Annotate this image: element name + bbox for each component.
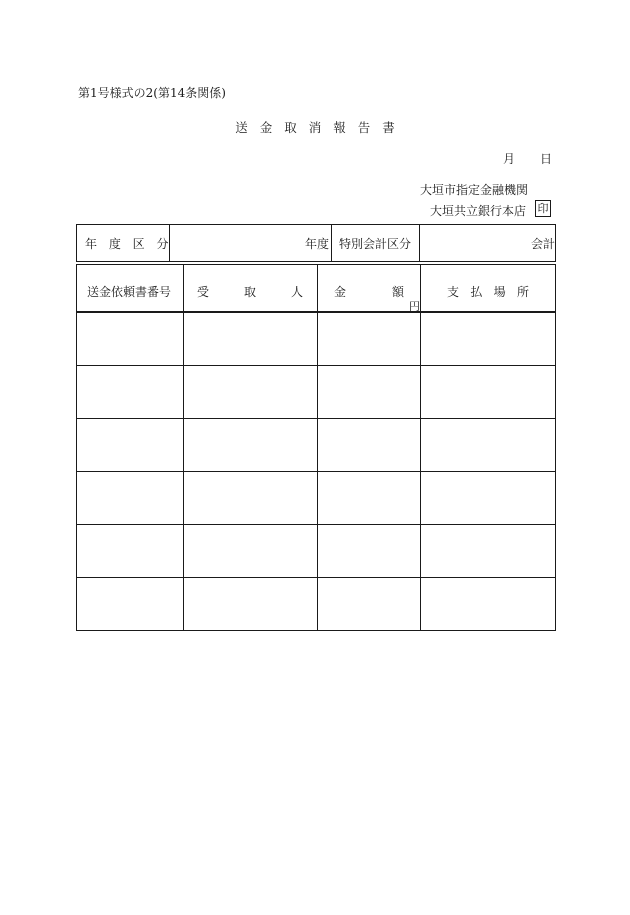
special-account-label: 特別会計区分 bbox=[339, 237, 412, 251]
fiscal-year-suffix: 年度 bbox=[305, 237, 330, 251]
row-divider bbox=[77, 365, 555, 366]
cell-remittance-number[interactable] bbox=[77, 313, 183, 366]
amount-unit: 円 bbox=[409, 300, 420, 313]
table-row bbox=[77, 419, 555, 472]
row-divider bbox=[77, 471, 555, 472]
cell-amount[interactable] bbox=[318, 578, 420, 631]
seal-mark: 印 bbox=[535, 200, 551, 217]
cell-recipient[interactable] bbox=[184, 313, 317, 366]
fiscal-year-label: 年 度 区 分 bbox=[85, 237, 173, 251]
cell-recipient[interactable] bbox=[184, 525, 317, 578]
cell-payment-place[interactable] bbox=[421, 472, 555, 525]
form-number: 第1号様式の2(第14条関係) bbox=[78, 86, 226, 100]
divider bbox=[331, 225, 332, 261]
cell-remittance-number[interactable] bbox=[77, 472, 183, 525]
cell-payment-place[interactable] bbox=[421, 419, 555, 472]
cell-recipient[interactable] bbox=[184, 419, 317, 472]
cell-remittance-number[interactable] bbox=[77, 419, 183, 472]
cell-payment-place[interactable] bbox=[421, 578, 555, 631]
cell-recipient[interactable] bbox=[184, 578, 317, 631]
column-header-amount: 金 額 bbox=[334, 285, 404, 299]
table-row bbox=[77, 313, 555, 366]
document-title: 送金取消報告書 bbox=[235, 120, 407, 135]
cell-amount[interactable] bbox=[318, 419, 420, 472]
table-row bbox=[77, 366, 555, 419]
cell-amount[interactable] bbox=[318, 313, 420, 366]
cell-payment-place[interactable] bbox=[421, 366, 555, 419]
cell-recipient[interactable] bbox=[184, 472, 317, 525]
row-divider bbox=[77, 577, 555, 578]
issuer-line-2: 大垣共立銀行本店 bbox=[430, 204, 527, 218]
cell-amount[interactable] bbox=[318, 366, 420, 419]
column-header-payment-place: 支 払 場 所 bbox=[447, 285, 529, 299]
row-divider bbox=[77, 524, 555, 525]
cell-remittance-number[interactable] bbox=[77, 366, 183, 419]
table-row bbox=[77, 578, 555, 631]
row-divider bbox=[77, 418, 555, 419]
cell-amount[interactable] bbox=[318, 472, 420, 525]
table-row bbox=[77, 525, 555, 578]
cell-payment-place[interactable] bbox=[421, 313, 555, 366]
column-header-recipient: 受 取 人 bbox=[197, 285, 303, 299]
account-suffix: 会計 bbox=[531, 237, 556, 251]
date-month-label: 月 bbox=[503, 152, 516, 166]
cell-remittance-number[interactable] bbox=[77, 525, 183, 578]
date-day-label: 日 bbox=[540, 152, 553, 166]
column-header-remittance-number: 送金依頼書番号 bbox=[87, 285, 172, 299]
cell-remittance-number[interactable] bbox=[77, 578, 183, 631]
cell-recipient[interactable] bbox=[184, 366, 317, 419]
special-account-field[interactable] bbox=[420, 235, 530, 255]
remittance-table bbox=[76, 264, 556, 631]
issuer-line-1: 大垣市指定金融機関 bbox=[419, 183, 528, 197]
cell-amount[interactable] bbox=[318, 525, 420, 578]
cell-payment-place[interactable] bbox=[421, 525, 555, 578]
table-row bbox=[77, 472, 555, 525]
header-row bbox=[76, 224, 556, 262]
